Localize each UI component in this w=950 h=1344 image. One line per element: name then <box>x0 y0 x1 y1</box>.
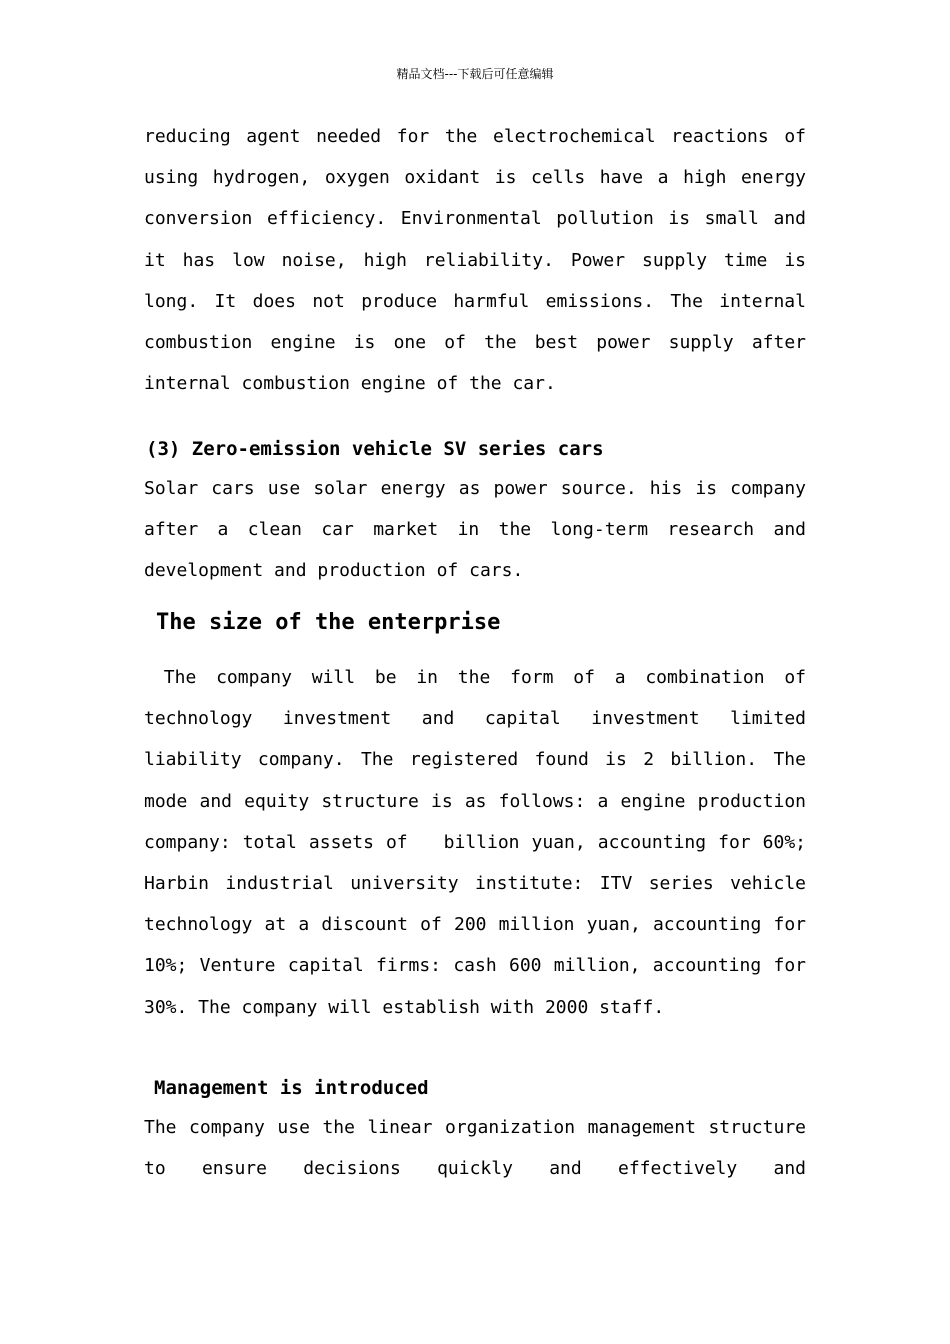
paragraph-solar-cars: Solar cars use solar energy as power source. his is company after a clean car market in the long-term research and development and production of cars. <box>144 478 806 582</box>
page-header: 精品文档---下载后可任意编辑 <box>396 67 554 81</box>
paragraph-management: The company use the linear organization management structure to ensure decisions quickly and effectively and <box>144 1117 806 1180</box>
heading-enterprise-size: The size of the enterprise <box>156 610 501 635</box>
heading-zero-emission-vehicle: (3) Zero-emission vehicle SV series cars <box>146 438 604 460</box>
heading-management: Management is introduced <box>154 1077 429 1099</box>
paragraph-company-structure: The company will be in the form of a combination of technology investment and capital investment limited liability company. The registered found is 2 billion. The mode and equity structure is as follows: a engine production company: total assets of billion yuan, accounting for 60%; Harbin industrial university institute: ITV series vehicle technology at a discount of 200 million yuan, accounting for 10%; Venture capital firms: cash 600 million, accounting for 30%. The company will establish with 2000 staff. <box>144 667 817 1018</box>
paragraph-fuel-cells: reducing agent needed for the electrochemical reactions of using hydrogen, oxygen oxidant is cells have a high energy conversion efficiency. Environmental pollution is small and it has low noise, high reliability. Power supply time is long. It does not produce harmful emissions. The internal combustion engine is one of the best power supply after internal combustion engine of the car. <box>144 126 806 395</box>
